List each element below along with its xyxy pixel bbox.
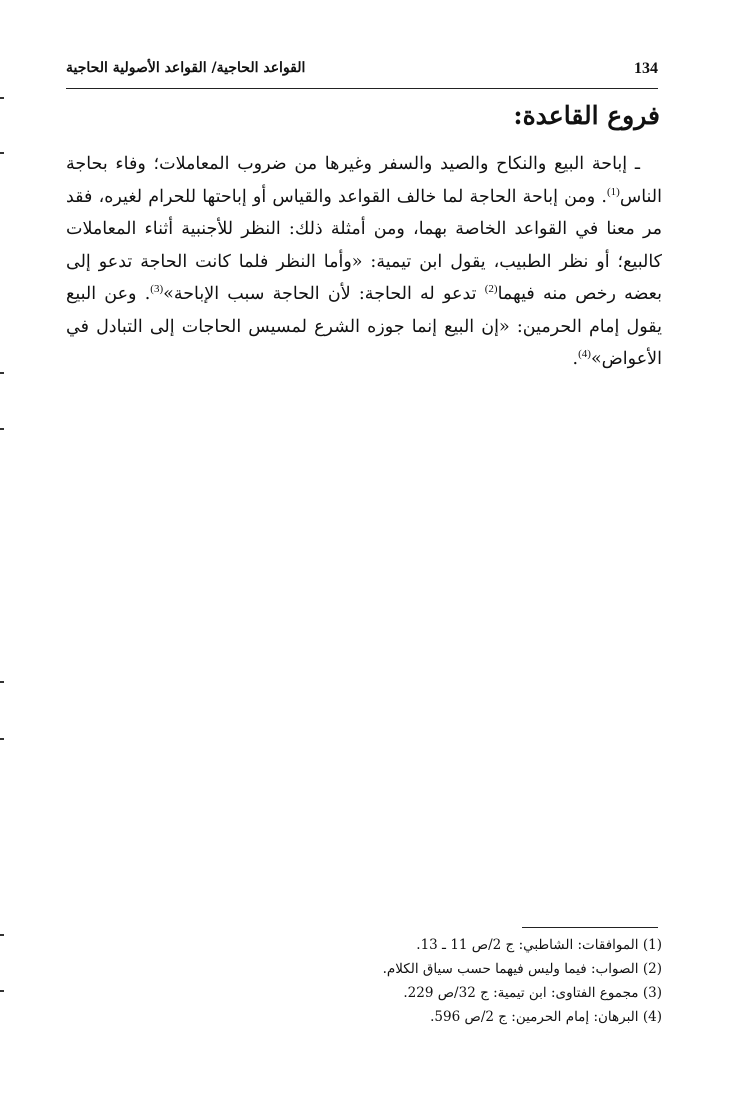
footnote-number: (1) xyxy=(642,937,662,953)
body-text xyxy=(66,148,662,376)
paragraph xyxy=(66,148,662,376)
text-run-4: . وعن البيع يقول إمام الحرمين: «إن البيع إنما جوزه الشرع لمسيس الحاجات إلى التبادل في الأعواض» xyxy=(66,284,662,369)
footnote-3 xyxy=(192,981,662,1005)
footnote-text: مجموع الفتاوى: ابن تيمية: ج 32/ص 229. xyxy=(403,985,639,1001)
footnote-number: (3) xyxy=(642,985,662,1001)
footnotes xyxy=(192,933,662,1029)
scan-edge-mark xyxy=(0,372,4,374)
page-header xyxy=(66,58,658,89)
scan-edge-mark xyxy=(0,152,4,154)
footnote-text: الصواب: فيما وليس فيهما حسب سياق الكلام. xyxy=(382,961,639,977)
text-run-1: ـ إباحة البيع والنكاح والصيد والسفر وغيرها من ضروب المعاملات؛ وفاء بحاجة الناس xyxy=(66,154,662,207)
text-run-2: . ومن إباحة الحاجة لما خالف القواعد والقياس أو إباحتها للحرام لغيره، فقد مر معنا في القواعد الخاصة بهما، ومن أمثلة ذلك: النظر للأجنبية أثناء المعاملات كالبيع؛ أو نظر الطبيب، يقول ابن تيمية: «وأما النظر فلما كانت الحاجة تدعو إلى بعضه رخص منه فيهما xyxy=(66,186,662,304)
text-run-3: تدعو له الحاجة: لأن الحاجة سبب الإباحة» xyxy=(163,284,485,304)
footnote-2 xyxy=(192,957,662,981)
footnote-separator xyxy=(522,927,658,928)
footnote-ref-2: (2) xyxy=(484,283,498,296)
page-number: 134 xyxy=(634,60,658,77)
scan-edge-mark xyxy=(0,934,4,936)
running-title: القواعد الحاجية/ القواعد الأصولية الحاجية xyxy=(66,60,306,76)
scan-edge-mark xyxy=(0,990,4,992)
scan-edge-mark xyxy=(0,681,4,683)
footnote-ref-1: (1) xyxy=(606,185,620,198)
section-title: فروع القاعدة: xyxy=(513,101,660,130)
footnote-1 xyxy=(192,933,662,957)
footnote-4 xyxy=(192,1005,662,1029)
footnote-text: البرهان: إمام الحرمين: ج 2/ص 596. xyxy=(430,1009,639,1025)
footnote-ref-4: (4) xyxy=(578,348,591,361)
text-run-5: . xyxy=(572,349,579,369)
footnote-ref-3: (3) xyxy=(150,283,164,296)
footnote-number: (2) xyxy=(642,961,662,977)
footnote-text: الموافقات: الشاطبي: ج 2/ص 11 ـ 13. xyxy=(416,937,639,953)
scan-edge-mark xyxy=(0,738,4,740)
scan-edge-mark xyxy=(0,428,4,430)
scan-edge-mark xyxy=(0,97,4,99)
footnote-number: (4) xyxy=(642,1009,662,1025)
